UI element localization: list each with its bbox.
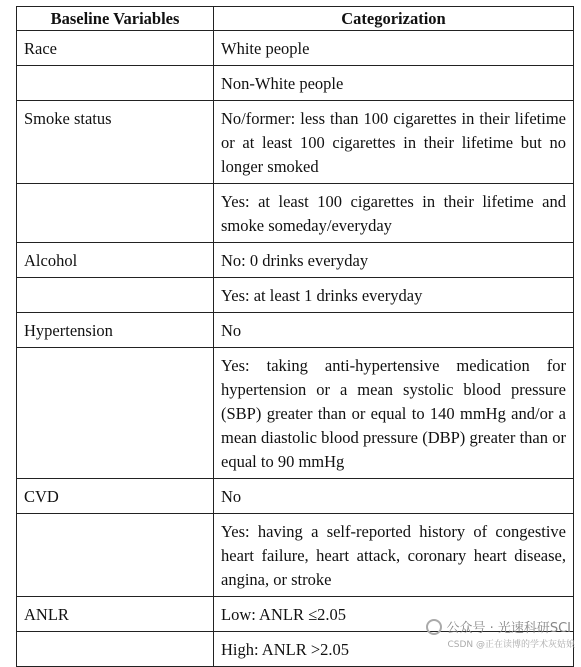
baseline-variables-table (16, 6, 574, 667)
categorization-cell: Yes: at least 100 cigarettes in their lifetime and smoke someday/everyday (214, 184, 574, 243)
categorization-cell: Yes: having a self-reported history of congestive heart failure, heart attack, coronary heart disease, angina, or stroke (214, 514, 574, 597)
table-row (17, 184, 574, 243)
table-row (17, 31, 574, 66)
table-header-row (17, 7, 574, 31)
variable-cell: Alcohol (17, 243, 214, 278)
categorization-cell: High: ANLR >2.05 (214, 632, 574, 667)
variable-cell (17, 278, 214, 313)
table-row (17, 243, 574, 278)
variable-cell (17, 66, 214, 101)
watermark-text: 公众号 · 光速科研SCI (446, 621, 571, 636)
categorization-cell: No/former: less than 100 cigarettes in their lifetime or at least 100 cigarettes in their lifetime but no longer smoked (214, 101, 574, 184)
table-row (17, 313, 574, 348)
variable-cell: CVD (17, 479, 214, 514)
table-row (17, 514, 574, 597)
variable-cell: Race (17, 31, 214, 66)
categorization-cell: Non-White people (214, 66, 574, 101)
categorization-cell: No (214, 313, 574, 348)
categorization-cell: No (214, 479, 574, 514)
variable-cell: Hypertension (17, 313, 214, 348)
variable-cell: ANLR (17, 597, 214, 632)
header-baseline-variables: Baseline Variables (17, 7, 214, 31)
csdn-credit: CSDN @正在读博的学术灰姑娘 (447, 640, 575, 650)
table-row (17, 479, 574, 514)
header-categorization: Categorization (214, 7, 574, 31)
categorization-cell: No: 0 drinks everyday (214, 243, 574, 278)
table-row (17, 278, 574, 313)
categorization-cell: Yes: taking anti-hypertensive medication for hypertension or a mean systolic blood pressure (SBP) greater than or equal to 140 mmHg and/or a mean diastolic blood pressure (DBP) greater than or equal to 90 mmHg (214, 348, 574, 479)
table-row (17, 348, 574, 479)
categorization-cell: Low: ANLR ≤2.05 (214, 597, 574, 632)
variable-cell (17, 348, 214, 479)
variable-cell (17, 184, 214, 243)
wechat-icon (426, 619, 442, 635)
table-row (17, 66, 574, 101)
categorization-cell: Yes: at least 1 drinks everyday (214, 278, 574, 313)
watermark (426, 617, 571, 636)
variable-cell: Smoke status (17, 101, 214, 184)
table-row (17, 101, 574, 184)
categorization-cell: White people (214, 31, 574, 66)
variable-cell (17, 632, 214, 667)
variable-cell (17, 514, 214, 597)
